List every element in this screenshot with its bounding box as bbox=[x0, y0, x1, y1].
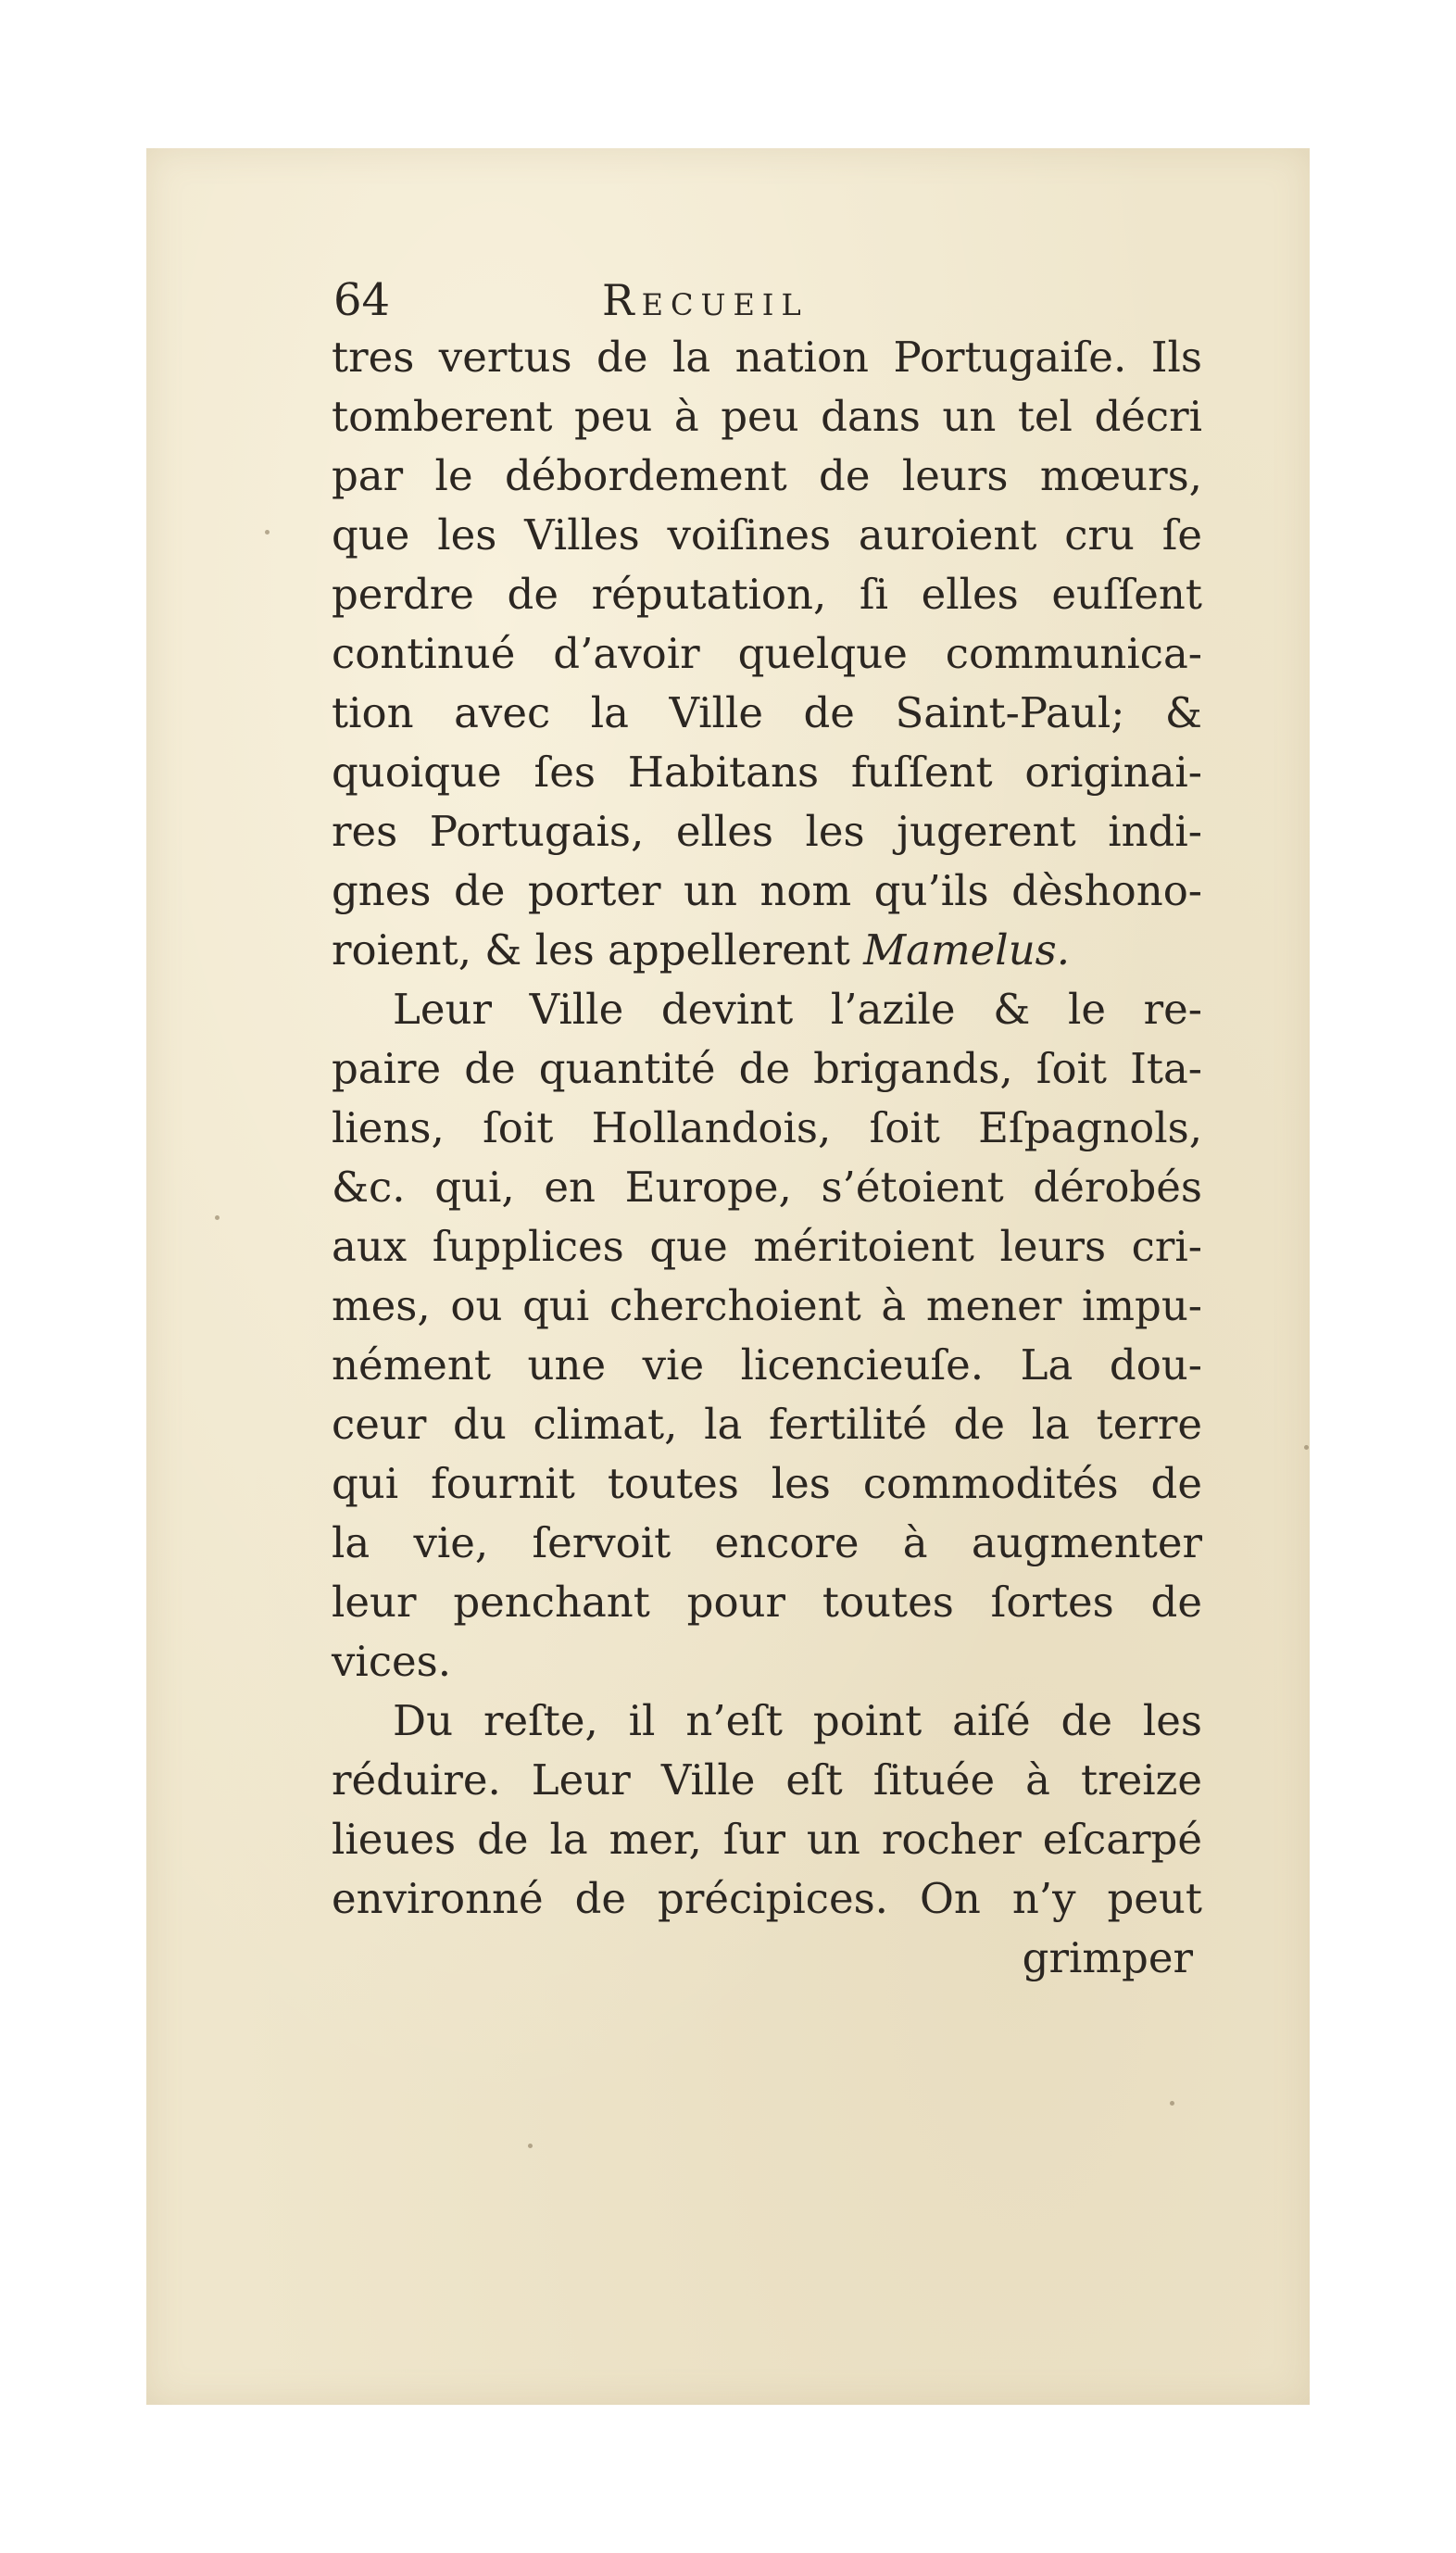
paper-speck bbox=[528, 2144, 533, 2148]
page-number: 64 bbox=[333, 274, 391, 326]
paragraph-3 bbox=[332, 1692, 1202, 1929]
text-line: tres vertus de la nation Portugaiſe. Ils bbox=[332, 333, 1202, 382]
text-line: aux ſupplices que méritoient leurs cri- bbox=[332, 1222, 1202, 1271]
paper-speck bbox=[1304, 1445, 1309, 1450]
text-line: que les Villes voiſines auroient cru ſe bbox=[332, 510, 1202, 560]
text-line: tion avec la Ville de Saint-Paul; & bbox=[332, 688, 1202, 737]
paragraph-1 bbox=[332, 328, 1202, 980]
text-line: ceur du climat, la fertilité de la terre bbox=[332, 1400, 1202, 1449]
paper-speck bbox=[265, 530, 270, 534]
text-line bbox=[332, 921, 1202, 980]
paragraph-2 bbox=[332, 980, 1202, 1692]
page-text bbox=[332, 272, 1202, 1988]
page-header bbox=[332, 272, 1202, 328]
text-line: environné de précipices. On n’y peut bbox=[332, 1874, 1202, 1923]
text-line: lieues de la mer, ſur un rocher eſcarpé bbox=[332, 1815, 1202, 1864]
text-line: mes, ou qui cherchoient à mener impu- bbox=[332, 1281, 1202, 1330]
italic-word: Mamelus. bbox=[863, 925, 1071, 975]
text-line: la vie, ſervoit encore à augmenter bbox=[332, 1518, 1202, 1567]
paper-speck bbox=[215, 1215, 220, 1220]
text-line: res Portugais, elles les jugerent indi- bbox=[332, 807, 1202, 856]
text-line: paire de quantité de brigands, ſoit Ita- bbox=[332, 1044, 1202, 1093]
text-line: gnes de porter un nom qu’ils dèshono- bbox=[332, 866, 1202, 915]
text-line: nément une vie licencieuſe. La dou- bbox=[332, 1340, 1202, 1390]
text-line: Du reſte, il n’eſt point aiſé de les bbox=[393, 1696, 1202, 1745]
text-line: leur penchant pour toutes ſortes de bbox=[332, 1578, 1202, 1627]
text-line: quoique ſes Habitans fuſſent originai- bbox=[332, 748, 1202, 797]
text-line: qui fournit toutes les commodités de bbox=[332, 1459, 1202, 1508]
text-line: perdre de réputation, ſi elles euſſent bbox=[332, 570, 1202, 619]
text-line: vices. bbox=[332, 1637, 452, 1686]
text-line: &c. qui, en Europe, s’étoient dérobés bbox=[332, 1163, 1202, 1212]
text-line: liens, ſoit Hollandois, ſoit Eſpagnols, bbox=[332, 1103, 1202, 1152]
text-line: par le débordement de leurs mœurs, bbox=[332, 451, 1202, 500]
text-line: réduire. Leur Ville eſt ſituée à treize bbox=[332, 1755, 1202, 1805]
text-line: continué d’avoir quelque communica- bbox=[332, 629, 1202, 678]
catchword: grimper bbox=[1022, 1933, 1193, 1982]
text-line: tomberent peu à peu dans un tel décri bbox=[332, 392, 1202, 441]
text-line: Leur Ville devint l’azile & le re- bbox=[393, 985, 1202, 1034]
running-head: Recueil bbox=[602, 275, 809, 325]
text-line-segment: roient, & les appellerent bbox=[332, 925, 864, 975]
paper-speck bbox=[1170, 2101, 1174, 2106]
